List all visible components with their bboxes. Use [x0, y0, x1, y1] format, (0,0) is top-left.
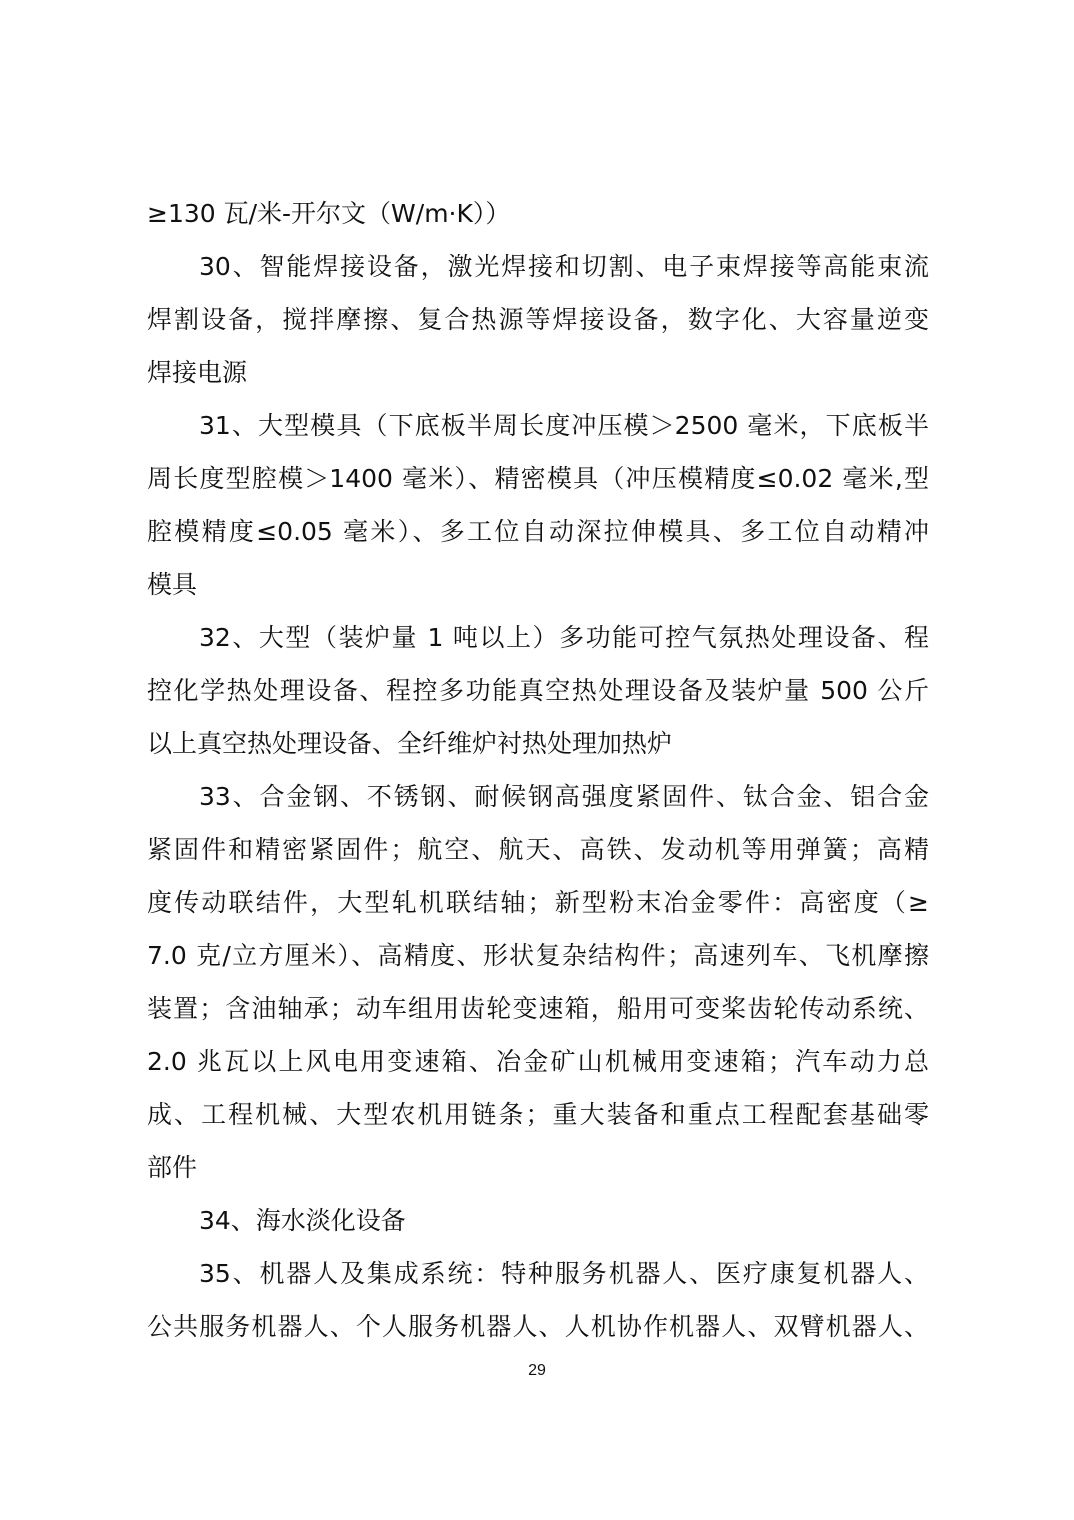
text-line: 7.0 克/立方厘米）、高精度、形状复杂结构件；高速列车、飞机摩擦 — [147, 941, 929, 970]
text-line: 31、大型模具（下底板半周长度冲压模＞2500 毫米，下底板半 — [199, 411, 929, 440]
text-line: 度传动联结件，大型轧机联结轴；新型粉末冶金零件：高密度（≥ — [147, 888, 929, 917]
document-body — [147, 187, 929, 1353]
text-line: 2.0 兆瓦以上风电用变速箱、冶金矿山机械用变速箱；汽车动力总 — [147, 1047, 929, 1076]
text-line: 成、工程机械、大型农机用链条；重大装备和重点工程配套基础零 — [147, 1100, 929, 1129]
text-line: 32、大型（装炉量 1 吨以上）多功能可控气氛热处理设备、程 — [199, 623, 929, 652]
text-line: 33、合金钢、不锈钢、耐候钢高强度紧固件、钛合金、铝合金 — [199, 782, 929, 811]
text-line: 装置；含油轴承；动车组用齿轮变速箱，船用可变桨齿轮传动系统、 — [147, 994, 929, 1023]
text-line: 公共服务机器人、个人服务机器人、人机协作机器人、双臂机器人、 — [147, 1312, 929, 1341]
text-line: 部件 — [147, 1153, 198, 1182]
text-line: 腔模精度≤0.05 毫米）、多工位自动深拉伸模具、多工位自动精冲 — [147, 517, 929, 546]
text-line: ≥130 瓦/米-开尔文（W/m·K）） — [147, 199, 511, 228]
text-line: 模具 — [147, 570, 198, 599]
page-number: 29 — [528, 1362, 546, 1379]
text-line: 周长度型腔模＞1400 毫米）、精密模具（冲压模精度≤0.02 毫米,型 — [147, 464, 929, 493]
text-line: 焊割设备，搅拌摩擦、复合热源等焊接设备，数字化、大容量逆变 — [147, 305, 929, 334]
text-line: 30、智能焊接设备，激光焊接和切割、电子束焊接等高能束流 — [199, 252, 929, 281]
text-line: 控化学热处理设备、程控多功能真空热处理设备及装炉量 500 公斤 — [147, 676, 929, 705]
text-line: 35、机器人及集成系统：特种服务机器人、医疗康复机器人、 — [199, 1259, 929, 1288]
text-line: 以上真空热处理设备、全纤维炉衬热处理加热炉 — [147, 729, 673, 758]
text-line: 紧固件和精密紧固件；航空、航天、高铁、发动机等用弹簧；高精 — [147, 835, 929, 864]
text-line: 34、海水淡化设备 — [199, 1206, 406, 1235]
text-line: 焊接电源 — [147, 358, 248, 387]
